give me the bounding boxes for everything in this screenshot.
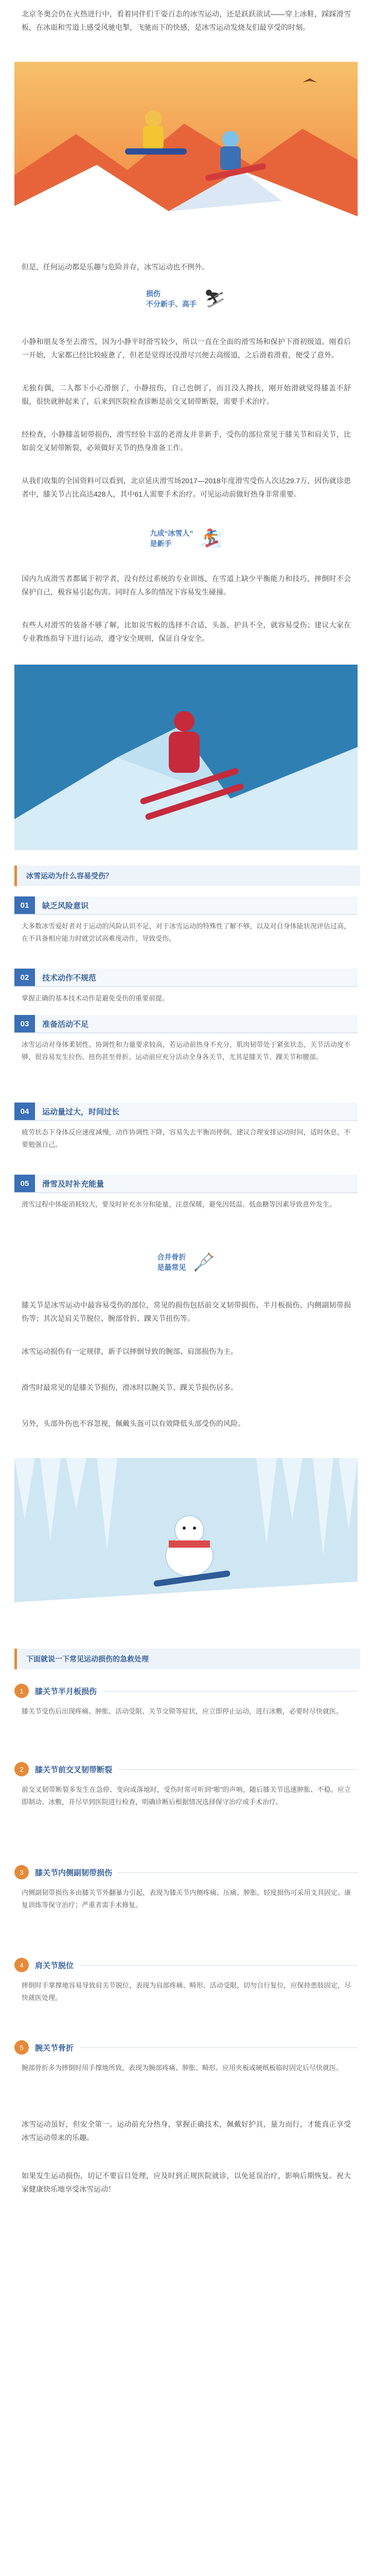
injury-paragraph-3: 滑雪时最常见的是膝关节损伤，滑冰时以腕关节、踝关节损伤居多。 bbox=[22, 1383, 238, 1392]
first-aid-text: 内侧副韧带损伤多由膝关节外翻暴力引起，表现为膝关节内侧疼痛、压痛、肿胀。轻度损伤可采用支具固定、康复训练等保守治疗；严重者需手术修复。 bbox=[22, 1889, 351, 1909]
reason-title: 技术动作不规范 bbox=[42, 973, 97, 982]
section-title: 冰雪运动为什么容易受伤？ bbox=[26, 872, 113, 880]
first-aid-heading bbox=[14, 1762, 358, 1776]
first-aid-text: 摔倒时手掌撑地容易导致肩关节脱位，表现为肩部疼痛、畸形、活动受限。切勿自行复位，应保持患肢固定，尽快就医处理。 bbox=[22, 1981, 351, 2002]
first-aid-heading bbox=[14, 1865, 358, 1879]
reason-item bbox=[14, 896, 358, 945]
snowboard-illustration bbox=[14, 62, 358, 247]
closing-paragraph-2: 如果发生运动损伤，切记不要盲目处理，应及时到正规医院就诊，以免延误治疗，影响后期恢复。祝大家健康快乐地享受冰雪运动！ bbox=[22, 2172, 351, 2193]
first-aid-number: 1 bbox=[14, 1684, 29, 1698]
intro-paragraph-2: 但是，任何运动都是乐趣与危险并存，冰雪运动也不例外。 bbox=[22, 263, 209, 271]
skier-illustration bbox=[14, 665, 358, 850]
callout-1-line-1: 损伤 bbox=[146, 290, 161, 298]
reason-number: 02 bbox=[14, 969, 35, 986]
divider bbox=[80, 2047, 358, 2048]
polar-bear-illustration bbox=[14, 1458, 358, 1633]
first-aid-title: 腕关节骨折 bbox=[35, 2043, 74, 2053]
callout-1-line-2: 不分新手、高手 bbox=[146, 300, 197, 308]
snowboarder-icon: 🏂 bbox=[200, 529, 222, 548]
callout-nine-of-ten-beginners bbox=[0, 520, 372, 556]
first-aid-heading bbox=[14, 1684, 358, 1698]
reason-text: 疲劳状态下身体反应速度减慢，动作协调性下降，容易失去平衡而摔倒。建议合理安排运动时间，适时休息，不要勉强自己。 bbox=[22, 1128, 350, 1148]
injury-paragraph-2: 冰雪运动损伤有一定规律，新手以摔倒导致的腕部、肩部损伤为主。 bbox=[22, 1347, 238, 1355]
reason-text: 滑雪过程中体能消耗较大，要及时补充水分和能量，注意保暖，避免因低温、低血糖等因素导致意外发生。 bbox=[22, 1200, 336, 1208]
closing-paragraph-1: 冰雪运动虽好，但安全第一。运动前充分热身，掌握正确技术，佩戴好护具，量力而行，才能真正享受冰雪运动带来的乐趣。 bbox=[22, 2120, 351, 2142]
callout-3-line-1: 合并骨折 bbox=[157, 1253, 186, 1261]
reason-number: 04 bbox=[14, 1103, 35, 1120]
section-header-why-injured bbox=[14, 866, 360, 886]
callout-2-line-1: 九成“冰雪人” bbox=[150, 529, 193, 537]
story-paragraph-3: 经检查，小静膝盖韧带损伤，滑雪经验丰富的老滑友并非新手，受伤的部位常见于膝关节和肩关节，比如前交叉韧带断裂，必须做好关节的热身准备工作。 bbox=[22, 430, 351, 452]
reason-title: 运动量过大，时间过长 bbox=[42, 1107, 120, 1116]
reason-item bbox=[14, 1175, 358, 1211]
section-header-first-aid bbox=[14, 1649, 360, 1669]
first-aid-number: 5 bbox=[14, 2040, 29, 2055]
stats-paragraph-2: 有些人对滑雪的装备不够了解，比如说雪板的选择不合适，头盔、护具不全，就容易受伤；建议大家在专业教练指导下进行运动，遵守安全规则，保证自身安全。 bbox=[22, 621, 351, 642]
reason-title: 缺乏风险意识 bbox=[42, 901, 89, 910]
reason-title: 滑雪及时补充能量 bbox=[42, 1179, 104, 1189]
callout-2-line-2: 是新手 bbox=[150, 539, 172, 548]
reason-number: 05 bbox=[14, 1175, 35, 1192]
divider bbox=[118, 1872, 358, 1873]
stats-paragraph-1: 国内九成滑雪者都属于初学者，没有经过系统的专业训练，在雪道上缺少平衡能力和技巧，摔倒时不会保护自己，极容易引起伤害。同时在人多的情况下容易发生碰撞。 bbox=[22, 574, 351, 596]
first-aid-number: 4 bbox=[14, 1958, 29, 1972]
first-aid-text: 腕部骨折多为摔倒时用手撑地所致，表现为腕部疼痛、肿胀、畸形。应用夹板或硬纸板临时固定后尽快就医。 bbox=[22, 2064, 343, 2072]
reason-item bbox=[14, 1103, 358, 1151]
intro-paragraph-1: 北京冬奥会仍在火热进行中，看着同伴们千姿百态的冰雪运动，还是跃跃欲试——穿上冰鞋，踩踩滑雪板，在冰面和雪道上感受风驰电掣，飞驰而下的快感，是冰雪运动发烧友们最享受的时刻。 bbox=[22, 10, 351, 31]
first-aid-text: 膝关节受伤后出现疼痛、肿胀、活动受限、关节交锁等症状，应立即停止运动，进行冰敷，必要时尽快就医。 bbox=[22, 1707, 343, 1715]
reason-item bbox=[14, 1015, 358, 1063]
callout-3-line-2: 是最常见 bbox=[157, 1263, 186, 1272]
first-aid-title: 膝关节前交叉韧带断裂 bbox=[35, 1765, 113, 1774]
story-paragraph-2: 无独有偶，二人都下小心滑倒了，小静扭伤，自己也倒了，而且没人搀扶，刚开始滑就觉得膝盖不舒服，很快就肿起来了，后来到医院检查诊断是前交叉韧带断裂，需要手术治疗。 bbox=[22, 384, 351, 405]
story-paragraph-1: 小静和朋友冬至去滑雪，因为小静平时滑雪较少，所以一直在全面的滑雪场和保护下滑初级道。刚看后一开始，大家都已经比较疲惫了，但老是觉得还没滑尽兴便去高级道，之后滑着滑着，便受了意外。 bbox=[22, 337, 351, 359]
skier-icon: ⛷ bbox=[203, 289, 226, 309]
first-aid-title: 膝关节内侧副韧带损伤 bbox=[35, 1868, 113, 1877]
first-aid-heading bbox=[14, 1958, 358, 1972]
callout-common-fractures bbox=[0, 1242, 372, 1283]
injury-paragraph-1: 膝关节是冰雪运动中最容易受伤的部位，常见的损伤包括前交叉韧带损伤、半月板损伤、内侧副韧带损伤等；其次是肩关节脱位、腕部骨折、踝关节扭伤等。 bbox=[22, 1301, 351, 1323]
reason-number: 03 bbox=[14, 1015, 35, 1032]
section-title: 下面就说一下常见运动损伤的急救处理 bbox=[26, 1655, 149, 1663]
first-aid-heading bbox=[14, 2040, 358, 2055]
reason-title: 准备活动不足 bbox=[42, 1020, 89, 1029]
reason-item bbox=[14, 969, 358, 1005]
reason-text: 冰雪运动对身体柔韧性、协调性和力量要求较高，若运动前热身不充分，肌肉韧带处于紧张状态，关节活动度不够，很容易发生拉伤、扭伤甚至骨折。运动前应充分活动全身各关节，尤其是膝关节、踝关节和腰部。 bbox=[22, 1041, 350, 1061]
story-paragraph-4: 从我们收集的全国资料可以看到，北京延庆滑雪场2017—2018年度滑雪受伤人次达29.7万，因伤就诊患者中，膝关节占比高达428人，其中61人需要手术治疗。可见运动前做好热身非常重要。 bbox=[22, 477, 351, 498]
reason-text: 大多数冰雪爱好者对于运动的风险认识不足，对于冰雪运动的特殊性了解不够，以及对自身体能状况评估过高，在不具备相应能力时就尝试高难度动作，导致受伤。 bbox=[22, 922, 350, 942]
reason-text: 掌握正确的基本技术动作是避免受伤的重要前提。 bbox=[22, 994, 169, 1002]
first-aid-text: 前交叉韧带断裂多发生在急停、变向或落地时，受伤时常可听到“啪”的声响，随后膝关节迅速肿胀、不稳。应立即制动、冰敷，并尽早到医院进行检查，明确诊断后根据情况选择保守治疗或手术治疗。 bbox=[22, 1786, 351, 1806]
first-aid-number: 2 bbox=[14, 1762, 29, 1776]
first-aid-number: 3 bbox=[14, 1865, 29, 1879]
divider bbox=[118, 1769, 358, 1770]
first-aid-title: 膝关节半月板损伤 bbox=[35, 1687, 97, 1696]
reason-number: 01 bbox=[14, 896, 35, 914]
callout-injury-any-level bbox=[0, 281, 372, 317]
injury-paragraph-4: 另外，头部外伤也不容忽视，佩戴头盔可以有效降低头部受伤的风险。 bbox=[22, 1419, 245, 1428]
crutch-icon: 🩼 bbox=[193, 1252, 215, 1272]
first-aid-title: 肩关节脱位 bbox=[35, 1961, 74, 1970]
